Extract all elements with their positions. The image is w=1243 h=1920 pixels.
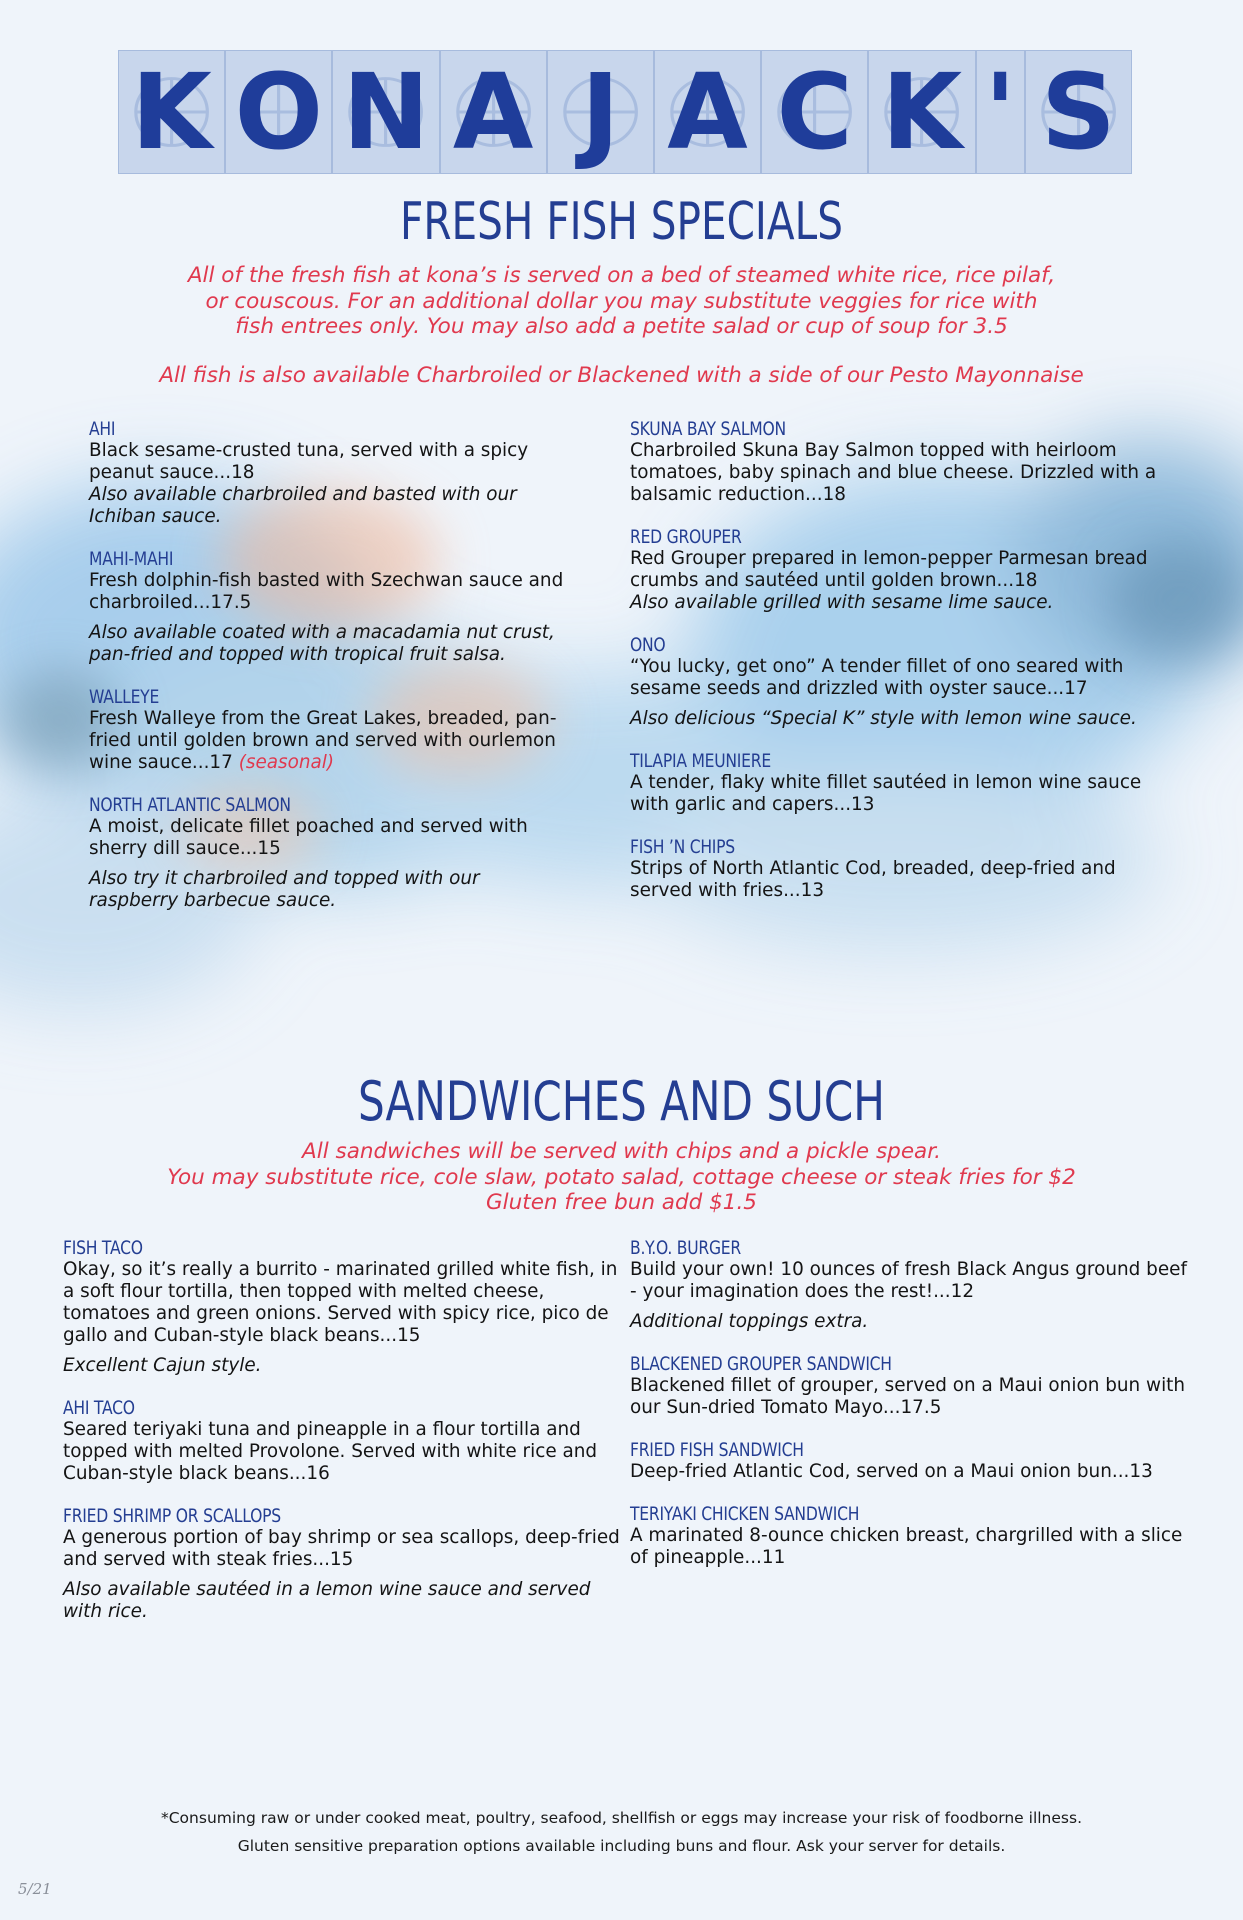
logo-letter: K [881, 51, 963, 173]
intro-line: or couscous. For an additional dollar you may substitute veggies for rice with [205, 288, 1038, 314]
konajacks-logo [118, 50, 1132, 174]
sandwich-section-intro [0, 1139, 1243, 1216]
menu-item [630, 418, 1170, 506]
item-description: Strips of North Atlantic Cod, breaded, deep-fried and served with fries...13 [630, 858, 1116, 901]
menu-item [630, 526, 1170, 614]
item-note: Also available charbroiled and basted with our Ichiban sauce. [89, 484, 517, 527]
logo-letter: A [667, 51, 748, 173]
item-description: Build your own! 10 ounces of fresh Black Angus ground beef - your imagination does the rest!...12 [630, 1259, 1187, 1302]
logo-letter: S [1040, 51, 1116, 173]
logo-tile [761, 50, 868, 174]
item-name: TILAPIA MEUNIERE [630, 750, 771, 772]
menu-item [630, 836, 1170, 902]
item-name: NORTH ATLANTIC SALMON [89, 794, 291, 816]
logo-letter: N [342, 51, 430, 173]
menu-item [630, 1503, 1190, 1569]
item-name: AHI TACO [63, 1397, 135, 1419]
menu-item [630, 634, 1170, 730]
intro-line: Gluten free bun add $1.5 [486, 1190, 757, 1215]
menu-item [89, 686, 569, 774]
logo-tile [440, 50, 547, 174]
item-name: FISH ’N CHIPS [630, 836, 735, 858]
item-name: FISH TACO [63, 1237, 143, 1259]
menu-item [63, 1397, 628, 1485]
item-note: Also delicious “Special K” style with lemon wine sauce. [630, 708, 1137, 729]
item-description: Okay, so it’s really a burrito - marinated grilled white fish, in a soft flour tortilla, then topped with melted cheese, tomatoes and green onions. Served with spicy rice, pico de gallo and Cuban-style black beans...15 [63, 1259, 618, 1346]
item-name: MAHI-MAHI [89, 548, 174, 570]
menu-item [630, 1237, 1190, 1333]
item-name: WALLEYE [89, 686, 160, 708]
logo-tile [654, 50, 761, 174]
item-description [89, 708, 569, 774]
fish-left-column [89, 418, 569, 932]
intro-line: You may substitute rice, cole slaw, potato salad, cottage cheese or steak fries for $2 [167, 1164, 1076, 1190]
item-description: Deep-fried Atlantic Cod, served on a Maui onion bun...13 [630, 1461, 1153, 1482]
logo-letter: K [131, 51, 212, 173]
logo-tile [225, 50, 332, 174]
menu-item [89, 794, 569, 912]
item-name: TERIYAKI CHICKEN SANDWICH [630, 1503, 860, 1525]
intro-line: fish entrees only. You may also add a petite salad or cup of soup for 3.5 [235, 314, 1008, 339]
menu-item [630, 750, 1170, 816]
gluten-note: Gluten sensitive preparation options available including buns and flour. Ask your server for details. [237, 1837, 1006, 1855]
logo-tile [547, 50, 654, 174]
item-description: A moist, delicate fillet poached and served with sherry dill sauce...15 [89, 816, 528, 859]
logo-letter: A [452, 51, 534, 173]
intro-line: All sandwiches will be served with chips and a pickle spear. [302, 1139, 941, 1164]
fish-section-title: FRESH FISH SPECIALS [400, 192, 843, 252]
seasonal-tag: (seasonal) [238, 752, 335, 773]
item-description-text: Fresh Walleye from the Great Lakes, breaded, pan-fried until golden brown and served with ourlemon wine sauce...17 [89, 708, 557, 773]
sandwich-right-column [630, 1237, 1190, 1589]
logo-letter: J [580, 51, 620, 173]
menu-item [630, 1353, 1190, 1419]
menu-item [89, 548, 569, 666]
sandwich-section-title: SANDWICHES AND SUCH [358, 1070, 885, 1133]
logo-tile [976, 50, 1025, 174]
item-note: Also try it charbroiled and topped with our raspberry barbecue sauce. [89, 868, 480, 911]
item-description: “You lucky, get ono” A tender fillet of ono seared with sesame seeds and drizzled with oyster sauce...17 [630, 656, 1124, 699]
date-code: 5/21 [18, 1880, 52, 1898]
fish-prep-note: All fish is also available Charbroiled or Blackened with a side of our Pesto Mayonnaise [159, 363, 1084, 388]
item-note: Also available coated with a macadamia nut crust, pan-fried and topped with tropical fruit salsa. [89, 622, 555, 665]
logo-tile [1025, 50, 1132, 174]
item-description: A marinated 8-ounce chicken breast, chargrilled with a slice of pineapple...11 [630, 1525, 1183, 1568]
fish-section-intro [0, 263, 1243, 340]
intro-line: All of the fresh fish at kona’s is served on a bed of steamed white rice, rice pilaf, [187, 263, 1056, 288]
item-description: Fresh dolphin-fish basted with Szechwan sauce and charbroiled...17.5 [89, 570, 564, 613]
logo-letter: C [776, 51, 853, 173]
logo-tile [118, 50, 225, 174]
logo-tile [332, 50, 439, 174]
item-description: Blackened fillet of grouper, served on a Maui onion bun with our Sun-dried Tomato Mayo...17.5 [630, 1375, 1186, 1418]
item-description: Seared teriyaki tuna and pineapple in a flour tortilla and topped with melted Provolone. Served with white rice and Cuban-style black beans...16 [63, 1419, 598, 1484]
item-name: SKUNA BAY SALMON [630, 418, 786, 440]
item-description: A tender, flaky white fillet sautéed in lemon wine sauce with garlic and capers...13 [630, 772, 1142, 815]
item-description: A generous portion of bay shrimp or sea scallops, deep-fried and served with steak fries...15 [63, 1527, 620, 1570]
menu-item [89, 418, 569, 528]
food-safety-disclaimer: *Consuming raw or under cooked meat, poultry, seafood, shellfish or eggs may increase your risk of foodborne illness. [160, 1809, 1082, 1827]
fish-right-column [630, 418, 1170, 922]
logo-letter: O [234, 51, 323, 173]
sandwich-left-column [63, 1237, 628, 1643]
menu-item [63, 1505, 628, 1623]
menu-item [63, 1237, 628, 1377]
item-name: FRIED SHRIMP OR SCALLOPS [63, 1505, 281, 1527]
logo-tile [868, 50, 975, 174]
item-name: B.Y.O. BURGER [630, 1237, 741, 1259]
item-note: Additional toppings extra. [630, 1311, 869, 1332]
item-name: FRIED FISH SANDWICH [630, 1439, 804, 1461]
menu-item [630, 1439, 1190, 1483]
item-description: Red Grouper prepared in lemon-pepper Parmesan bread crumbs and sautéed until golden brown...18 [630, 548, 1148, 591]
item-description: Black sesame-crusted tuna, served with a spicy peanut sauce...18 [89, 440, 529, 483]
item-note: Also available sautéed in a lemon wine sauce and served with rice. [63, 1579, 591, 1622]
item-name: ONO [630, 634, 666, 656]
item-description: Charbroiled Skuna Bay Salmon topped with heirloom tomatoes, baby spinach and blue cheese. Drizzled with a balsamic reduction...18 [630, 440, 1157, 505]
item-note: Also available grilled with sesame lime sauce. [630, 592, 1054, 613]
item-name: BLACKENED GROUPER SANDWICH [630, 1353, 892, 1375]
item-name: RED GROUPER [630, 526, 742, 548]
item-note: Excellent Cajun style. [63, 1355, 262, 1376]
logo-letter: ' [984, 51, 1017, 173]
item-name: AHI [89, 418, 116, 440]
